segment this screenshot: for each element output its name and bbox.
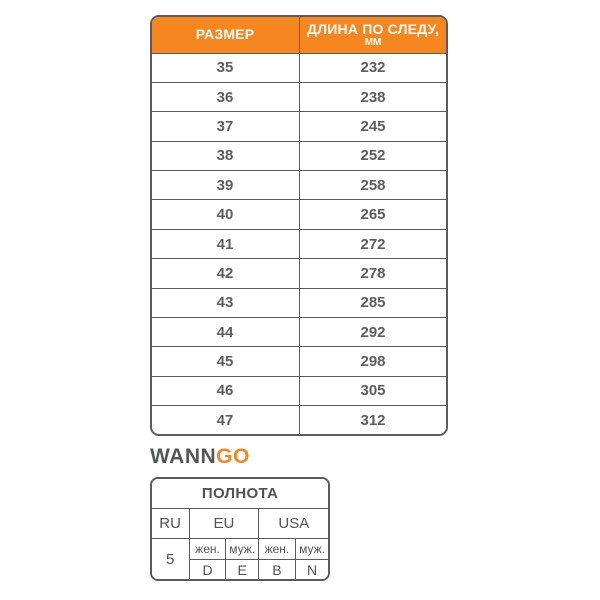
size-cell: 44: [151, 318, 299, 347]
size-cell: 37: [151, 112, 299, 141]
table-row: [151, 112, 447, 141]
usa-women-label: жен.: [259, 538, 295, 559]
size-cell: 45: [151, 347, 299, 376]
length-cell: 238: [299, 82, 447, 111]
table-row: [151, 200, 447, 229]
width-subheader-row: [151, 538, 329, 559]
size-cell: 38: [151, 141, 299, 170]
region-usa-label: USA: [259, 508, 329, 538]
length-cell: 232: [299, 53, 447, 82]
width-chart: [151, 478, 330, 581]
width-region-row: [151, 508, 329, 538]
table-row: [151, 229, 447, 258]
size-chart-header-row: [151, 16, 447, 53]
usa-women-value: B: [259, 559, 295, 580]
size-cell: 39: [151, 171, 299, 200]
size-cell: 43: [151, 288, 299, 317]
size-chart-table: [150, 15, 448, 436]
size-cell: 47: [151, 406, 299, 435]
table-row: [151, 318, 447, 347]
table-row: [151, 376, 447, 405]
region-eu-label: EU: [189, 508, 258, 538]
table-row: [151, 288, 447, 317]
region-ru-label: RU: [151, 508, 189, 538]
length-cell: 258: [299, 171, 447, 200]
length-cell: 272: [299, 229, 447, 258]
length-cell: 252: [299, 141, 447, 170]
eu-women-label: жен.: [189, 538, 225, 559]
size-chart: [151, 16, 448, 436]
table-row: [151, 171, 447, 200]
table-row: [151, 406, 447, 435]
length-header-label-line1: ДЛИНА ПО СЛЕДУ,: [307, 20, 439, 37]
eu-men-value: E: [226, 559, 259, 580]
usa-men-value: N: [295, 559, 329, 580]
brand-logo-part1: WANN: [150, 445, 217, 468]
size-cell: 42: [151, 259, 299, 288]
table-row: [151, 141, 447, 170]
length-cell: 305: [299, 376, 447, 405]
length-cell: 312: [299, 406, 447, 435]
size-header-label: РАЗМЕР: [195, 26, 255, 42]
brand-logo-part2: GO: [216, 445, 250, 468]
table-row: [151, 82, 447, 111]
length-cell: 245: [299, 112, 447, 141]
size-cell: 36: [151, 82, 299, 111]
length-cell: 292: [299, 318, 447, 347]
width-title-row: [151, 478, 329, 508]
table-row: [151, 259, 447, 288]
length-cell: 285: [299, 288, 447, 317]
length-cell: 298: [299, 347, 447, 376]
size-column-header: [151, 16, 299, 53]
size-cell: 40: [151, 200, 299, 229]
length-header-label-line2: ММ: [364, 36, 382, 48]
eu-men-label: муж.: [226, 538, 259, 559]
length-cell: 278: [299, 259, 447, 288]
width-chart-table: [150, 477, 330, 581]
ru-width-value: 5: [151, 538, 189, 580]
table-row: [151, 53, 447, 82]
size-cell: 46: [151, 376, 299, 405]
eu-women-value: D: [189, 559, 225, 580]
length-column-header: [299, 16, 447, 53]
width-table-title: ПОЛНОТА: [151, 478, 329, 508]
usa-men-label: муж.: [295, 538, 329, 559]
size-cell: 35: [151, 53, 299, 82]
size-cell: 41: [151, 229, 299, 258]
length-cell: 265: [299, 200, 447, 229]
table-row: [151, 347, 447, 376]
brand-logo: [150, 446, 250, 468]
